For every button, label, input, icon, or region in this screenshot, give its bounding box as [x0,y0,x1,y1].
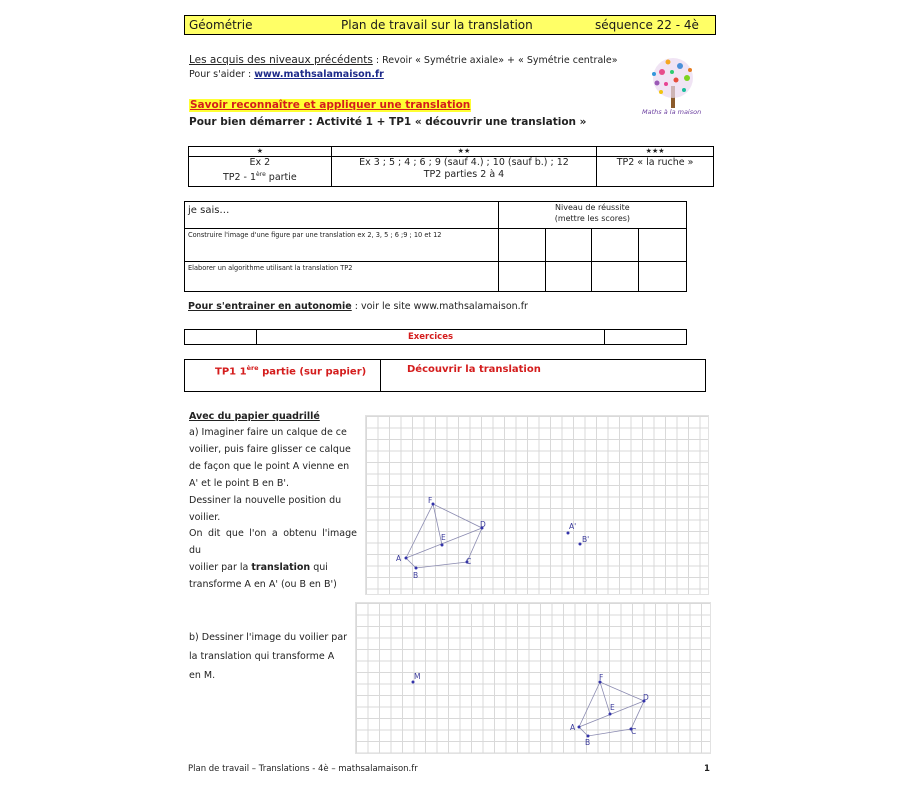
aide-line [189,69,384,81]
voilier-b [356,603,710,753]
score-cell[interactable] [592,229,639,262]
level-1-cell [189,157,332,187]
part-a-line: de façon que le point A vienne en [189,460,350,472]
tp1-label: TP1 1ère partie (sur papier) [215,364,367,378]
voilier-a [366,416,708,594]
header-bar [184,15,716,35]
tp1-title: Découvrir la translation [407,364,541,375]
point-d: D [643,693,649,702]
point-b-prime: B' [582,535,590,544]
objectif-start: Pour bien démarrer : Activité 1 + TP1 « découvrir une translation » [189,116,587,128]
part-a-line: voilier par la translation qui [189,562,328,574]
autonomie-label: Pour s'entrainer en autonomie [188,301,352,312]
part-a-line: voilier. [189,511,221,523]
part-a-line: transforme A en A' (ou B en B') [189,579,337,591]
level-3-header: ★★★ [597,147,714,157]
levels-table [188,146,714,187]
acquis-line [189,54,618,67]
skills-header: je sais… [185,202,499,229]
objectif-title: Savoir reconnaître et appliquer une translation [190,99,471,111]
level-3-cell [597,157,714,187]
header-sequence: séquence 22 - 4è [595,18,699,32]
part-a-line: Dessiner la nouvelle position du [189,494,342,506]
point-a: A [570,723,576,732]
graph-paper-b [355,602,711,754]
header-subject: Géométrie [189,18,253,32]
level-1-line1: Ex 2 [249,157,271,168]
part-a-line: a) Imaginer faire un calque de ce [189,427,347,438]
part-a-line: A' et le point B en B'. [189,477,290,489]
niveau-header: Niveau de réussite (mettre les scores) [498,202,686,229]
score-cell[interactable] [545,229,592,262]
aide-link[interactable]: www.mathsalamaison.fr [254,69,384,80]
point-a-prime: A' [569,522,577,531]
score-cell[interactable] [545,262,592,292]
exercices-bar [184,329,687,345]
level-1-header: ★ [189,147,332,157]
level-2-cell [331,157,596,187]
part-b-line: b) Dessiner l'image du voilier par [189,632,348,643]
skill-row-2: Elaborer un algorithme utilisant la translation TP2 [185,262,499,292]
point-c: C [631,727,637,736]
autonomie-line [188,301,528,313]
header-title: Plan de travail sur la translation [341,18,533,32]
point-f: F [599,673,604,682]
exercices-label: Exercices [257,330,605,345]
part-b-line: la translation qui transforme A [189,651,335,662]
point-f: F [428,496,433,505]
aide-label: Pour s'aider : [189,69,255,80]
level-2-header: ★★ [331,147,596,157]
page-number: 1 [704,764,710,774]
graph-paper-a [365,415,709,595]
acquis-text: : Revoir « Symétrie axiale» + « Symétrie centrale» [372,55,618,66]
skills-table [184,201,687,292]
score-cell[interactable] [639,229,687,262]
skill-row-1: Construire l'image d'une figure par une translation ex 2, 3, 5 ; 6 ;9 ; 10 et 12 [185,229,499,262]
level-2-line1: Ex 3 ; 5 ; 4 ; 6 ; 9 (sauf 4.) ; 10 (sauf b.) ; 12 [359,157,569,168]
part-a-line: voilier, puis faire glisser ce calque [189,443,351,455]
tp1-box [184,359,706,392]
point-b: B [413,571,419,580]
logo-text: Maths à la maison [642,108,702,116]
acquis-label: Les acquis des niveaux précédents [189,54,373,66]
score-cell[interactable] [498,262,545,292]
point-c: C [466,557,472,566]
score-cell[interactable] [498,229,545,262]
logo-tree [632,50,716,122]
part-a-title: Avec du papier quadrillé [189,411,320,422]
autonomie-text: : voir le site www.mathsalamaison.fr [351,301,528,312]
point-m: M [414,672,421,681]
point-d: D [480,520,486,529]
level-1-line2: TP2 - 1ère partie [222,171,297,184]
level-2-line2: TP2 parties 2 à 4 [423,169,505,180]
footer-text: Plan de travail – Translations - 4è – mathsalamaison.fr [188,764,418,774]
part-b-text [189,628,357,685]
part-b-line: en M. [189,670,216,681]
point-e: E [441,533,446,542]
score-cell[interactable] [639,262,687,292]
point-e: E [610,703,615,712]
point-a: A [396,554,402,563]
level-3-line1: TP2 « la ruche » [616,157,694,168]
score-cell[interactable] [592,262,639,292]
part-a-line: On dit que l'on a obtenu l'image du [189,528,357,557]
point-b: B [585,738,591,747]
part-a-text [189,409,357,594]
